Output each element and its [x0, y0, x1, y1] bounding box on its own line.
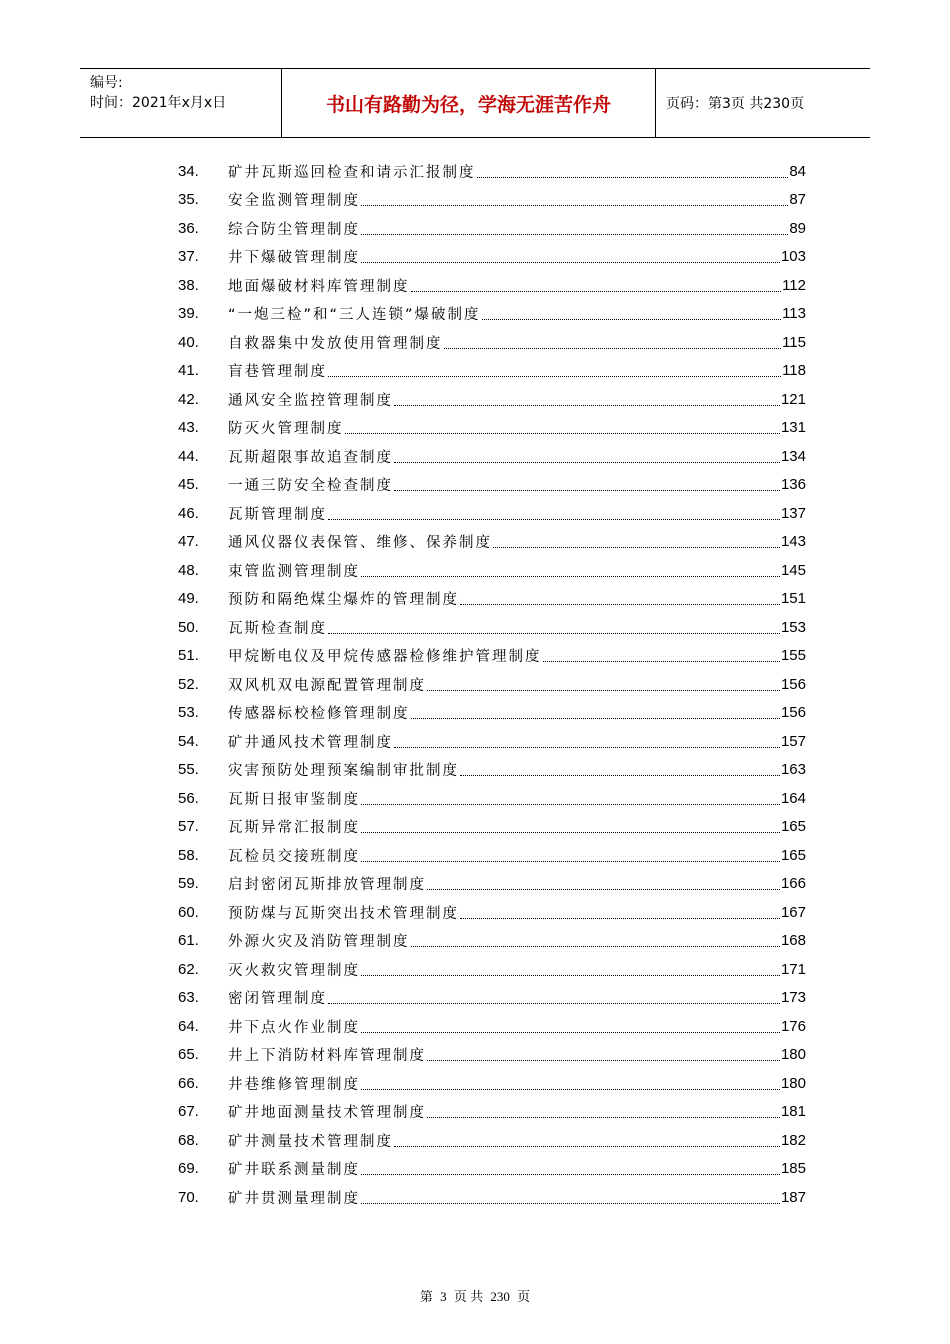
toc-entry-title: 双风机双电源配置管理制度 [228, 677, 426, 694]
toc-entry-page: 180 [780, 1046, 806, 1063]
toc-entry[interactable] [178, 1012, 806, 1040]
header-page-info: 页码：第3页 共230页 [666, 96, 805, 112]
toc-entry-title: 束管监测管理制度 [228, 563, 360, 580]
toc-entry-number: 65. [178, 1046, 199, 1063]
toc-entry-title: 密闭管理制度 [228, 991, 327, 1007]
toc-entry[interactable] [178, 499, 806, 527]
footer-current-page: 3 [440, 1289, 447, 1304]
toc-entry-page: 136 [780, 476, 806, 493]
toc-entry-number: 66. [178, 1074, 199, 1092]
toc-leader-dots [427, 889, 780, 890]
header-meta [80, 69, 282, 137]
toc-entry-page: 156 [780, 675, 806, 693]
toc-entry[interactable] [178, 984, 806, 1012]
toc-entry-title: 安全监测管理制度 [228, 193, 360, 209]
toc-leader-dots [411, 946, 780, 947]
toc-entry-page: 137 [780, 504, 806, 522]
toc-entry-title: 瓦检员交接班制度 [228, 848, 360, 865]
toc-leader-dots [361, 1089, 780, 1090]
toc-entry[interactable] [178, 784, 806, 812]
toc-entry[interactable] [178, 271, 806, 299]
toc-entry-page: 131 [780, 419, 806, 436]
toc-entry-page: 185 [780, 1160, 806, 1177]
toc-entry-title: 防灭火管理制度 [228, 421, 344, 437]
toc-leader-dots [394, 1146, 780, 1147]
toc-leader-dots [328, 633, 780, 634]
toc-leader-dots [411, 718, 780, 719]
toc-entry-number: 54. [178, 732, 199, 750]
toc-entry-number: 42. [178, 390, 199, 408]
toc-leader-dots [460, 604, 780, 605]
toc-leader-dots [460, 775, 780, 776]
toc-entry-title: 地面爆破材料库管理制度 [228, 278, 410, 295]
toc-leader-dots [361, 975, 780, 976]
toc-entry-number: 39. [178, 305, 199, 322]
toc-entry[interactable] [178, 471, 806, 499]
toc-entry-number: 50. [178, 618, 199, 636]
toc-entry[interactable] [178, 898, 806, 926]
toc-entry-title: 盲巷管理制度 [228, 364, 327, 380]
toc-leader-dots [427, 1060, 780, 1061]
toc-entry-number: 47. [178, 533, 199, 550]
toc-entry-title: 瓦斯管理制度 [228, 506, 327, 523]
toc-entry[interactable] [178, 813, 806, 841]
toc-entry-page: 156 [780, 704, 806, 721]
toc-entry-number: 56. [178, 789, 199, 807]
toc-entry-number: 38. [178, 276, 199, 294]
toc-leader-dots [328, 519, 780, 520]
toc-entry-title: 井下点火作业制度 [228, 1019, 360, 1036]
toc-entry-number: 35. [178, 191, 199, 208]
toc-entry[interactable] [178, 328, 806, 356]
toc-entry-number: 69. [178, 1160, 199, 1177]
toc-entry-page: 164 [780, 789, 806, 807]
toc-entry-page: 182 [780, 1131, 806, 1149]
toc-leader-dots [361, 262, 780, 263]
toc-entry-number: 67. [178, 1103, 199, 1120]
toc-entry[interactable] [178, 300, 806, 328]
toc-leader-dots [482, 319, 782, 320]
toc-leader-dots [394, 747, 780, 748]
toc-entry-page: 155 [780, 647, 806, 664]
toc-leader-dots [493, 547, 780, 548]
toc-entry[interactable] [178, 1041, 806, 1069]
toc-leader-dots [361, 861, 780, 862]
toc-entry-title: 矿井联系测量制度 [228, 1162, 360, 1178]
toc-entry[interactable] [178, 556, 806, 584]
toc-entry-title: 通风安全监控管理制度 [228, 392, 393, 409]
toc-leader-dots [427, 1117, 780, 1118]
date-label: 时间：2021年x月x日 [90, 95, 227, 111]
toc-entry-page: 165 [780, 818, 806, 835]
toc-entry-number: 34. [178, 162, 199, 180]
footer-middle: 页 共 [453, 1289, 484, 1304]
toc-entry[interactable] [178, 1098, 806, 1126]
toc-entry-page: 163 [780, 761, 806, 778]
toc-entry-page: 89 [789, 219, 806, 237]
toc-entry-title: 甲烷断电仪及甲烷传感器检修维护管理制度 [228, 649, 542, 665]
toc-entry-number: 44. [178, 447, 199, 465]
toc-entry-page: 112 [782, 276, 806, 294]
toc-entry[interactable] [178, 670, 806, 698]
toc-entry-number: 46. [178, 504, 199, 522]
toc-leader-dots [328, 376, 781, 377]
toc-entry-number: 60. [178, 903, 199, 921]
toc-entry-title: 预防和隔绝煤尘爆炸的管理制度 [228, 592, 459, 608]
toc-entry-page: 173 [780, 989, 806, 1006]
toc-entry-page: 87 [789, 191, 806, 208]
toc-entry-number: 59. [178, 875, 199, 892]
toc-entry[interactable] [178, 414, 806, 442]
toc-entry-number: 61. [178, 932, 199, 949]
toc-entry-title: 通风仪器仪表保管、维修、保养制度 [228, 535, 492, 551]
toc-entry-number: 53. [178, 704, 199, 721]
toc-entry[interactable] [178, 1126, 806, 1154]
toc-entry-title: “一炮三检”和“三人连锁”爆破制度 [228, 307, 481, 323]
toc-entry-page: 145 [780, 561, 806, 579]
toc-entry-number: 40. [178, 333, 199, 351]
page-header [80, 68, 870, 138]
toc-entry-page: 153 [780, 618, 806, 636]
toc-entry-title: 瓦斯检查制度 [228, 620, 327, 637]
toc-entry-title: 井巷维修管理制度 [228, 1076, 360, 1093]
toc-entry[interactable] [178, 528, 806, 556]
toc-entry[interactable] [178, 186, 806, 214]
page-footer [0, 1286, 950, 1305]
toc-entry-title: 灾害预防处理预案编制审批制度 [228, 763, 459, 779]
toc-entry-title: 传感器标校检修管理制度 [228, 706, 410, 722]
toc-entry[interactable] [178, 841, 806, 869]
toc-entry[interactable] [178, 756, 806, 784]
toc-entry-page: 167 [780, 903, 806, 921]
toc-entry[interactable] [178, 1069, 806, 1097]
toc-entry-number: 51. [178, 647, 199, 664]
toc-entry-title: 外源火灾及消防管理制度 [228, 934, 410, 950]
toc-entry-title: 矿井地面测量技术管理制度 [228, 1105, 426, 1121]
toc-entry[interactable] [178, 870, 806, 898]
toc-leader-dots [361, 576, 780, 577]
toc-leader-dots [361, 832, 780, 833]
toc-entry-page: 180 [780, 1074, 806, 1092]
toc-leader-dots [394, 490, 780, 491]
toc-entry-number: 45. [178, 476, 199, 493]
toc-entry[interactable] [178, 699, 806, 727]
toc-entry-number: 55. [178, 761, 199, 778]
toc-leader-dots [394, 462, 780, 463]
toc-entry-title: 启封密闭瓦斯排放管理制度 [228, 877, 426, 893]
toc-entry[interactable] [178, 585, 806, 613]
toc-entry-number: 63. [178, 989, 199, 1006]
toc-entry-number: 52. [178, 675, 199, 693]
toc-entry-number: 36. [178, 219, 199, 237]
toc-leader-dots [361, 205, 788, 206]
toc-leader-dots [444, 348, 782, 349]
toc-entry-page: 118 [782, 362, 806, 379]
toc-entry-title: 矿井通风技术管理制度 [228, 734, 393, 751]
toc-entry-page: 113 [782, 305, 806, 322]
toc-leader-dots [361, 234, 788, 235]
toc-entry-page: 143 [780, 533, 806, 550]
toc-entry-number: 68. [178, 1131, 199, 1149]
toc-entry-page: 115 [782, 333, 806, 351]
toc-leader-dots [361, 1032, 780, 1033]
toc-entry-page: 176 [780, 1017, 806, 1035]
toc-entry-number: 41. [178, 362, 199, 379]
footer-suffix: 页 [517, 1289, 531, 1304]
toc-entry-page: 134 [780, 447, 806, 465]
toc-leader-dots [394, 405, 780, 406]
toc-entry[interactable] [178, 357, 806, 385]
toc-entry-title: 灭火救灾管理制度 [228, 962, 360, 979]
toc-entry-page: 157 [780, 732, 806, 750]
toc-entry-number: 43. [178, 419, 199, 436]
toc-entry-title: 综合防尘管理制度 [228, 221, 360, 238]
toc-entry-number: 37. [178, 248, 199, 265]
footer-prefix: 第 [419, 1289, 433, 1304]
toc-entry[interactable] [178, 613, 806, 641]
toc-entry-number: 64. [178, 1017, 199, 1035]
toc-entry-page: 187 [780, 1188, 806, 1206]
toc-entry[interactable] [178, 214, 806, 242]
toc-leader-dots [361, 804, 780, 805]
toc-entry-number: 62. [178, 960, 199, 978]
toc-entry-page: 181 [780, 1103, 806, 1120]
toc-entry[interactable] [178, 243, 806, 271]
toc-entry[interactable] [178, 727, 806, 755]
toc-leader-dots [328, 1003, 780, 1004]
toc-entry[interactable] [178, 955, 806, 983]
toc-entry-number: 49. [178, 590, 199, 607]
toc-entry-page: 84 [789, 162, 806, 180]
toc-entry-page: 165 [780, 846, 806, 864]
footer-total-pages: 230 [490, 1289, 510, 1304]
toc-entry-title: 一通三防安全检查制度 [228, 478, 393, 494]
toc-entry-title: 预防煤与瓦斯突出技术管理制度 [228, 905, 459, 922]
toc-leader-dots [411, 291, 782, 292]
toc-entry-page: 151 [780, 590, 806, 607]
toc-leader-dots [543, 661, 780, 662]
toc-entry-page: 166 [780, 875, 806, 892]
toc-leader-dots [361, 1203, 780, 1204]
toc-entry[interactable] [178, 1183, 806, 1211]
toc-entry-title: 矿井贯测量理制度 [228, 1190, 360, 1207]
toc-leader-dots [361, 1174, 780, 1175]
toc-entry-title: 瓦斯日报审鉴制度 [228, 791, 360, 808]
toc-entry[interactable] [178, 385, 806, 413]
toc-entry-title: 瓦斯超限事故追查制度 [228, 449, 393, 466]
toc-entry[interactable] [178, 642, 806, 670]
toc-entry[interactable] [178, 927, 806, 955]
toc-entry-page: 121 [780, 390, 806, 408]
toc-leader-dots [460, 918, 780, 919]
toc-entry-number: 58. [178, 846, 199, 864]
toc-leader-dots [427, 690, 780, 691]
header-slogan: 书山有路勤为径，学海无涯苦作舟 [282, 69, 656, 137]
toc-leader-dots [345, 433, 780, 434]
toc-entry[interactable] [178, 157, 806, 185]
toc-entry[interactable] [178, 442, 806, 470]
toc-leader-dots [477, 177, 789, 178]
toc-entry-page: 168 [780, 932, 806, 949]
toc-entry-number: 57. [178, 818, 199, 835]
toc-entry-title: 矿井瓦斯巡回检查和请示汇报制度 [228, 164, 476, 181]
toc-entry-page: 171 [780, 960, 806, 978]
toc-entry-title: 井上下消防材料库管理制度 [228, 1048, 426, 1064]
toc-entry-title: 瓦斯异常汇报制度 [228, 820, 360, 836]
toc-entry[interactable] [178, 1155, 806, 1183]
serial-label: 编号: [90, 75, 123, 91]
toc-entry-number: 48. [178, 561, 199, 579]
toc-entry-title: 矿井测量技术管理制度 [228, 1133, 393, 1150]
toc-entry-number: 70. [178, 1188, 199, 1206]
toc-entry-title: 井下爆破管理制度 [228, 250, 360, 266]
toc-entry-title: 自救器集中发放使用管理制度 [228, 335, 443, 352]
toc-entry-page: 103 [780, 248, 806, 265]
